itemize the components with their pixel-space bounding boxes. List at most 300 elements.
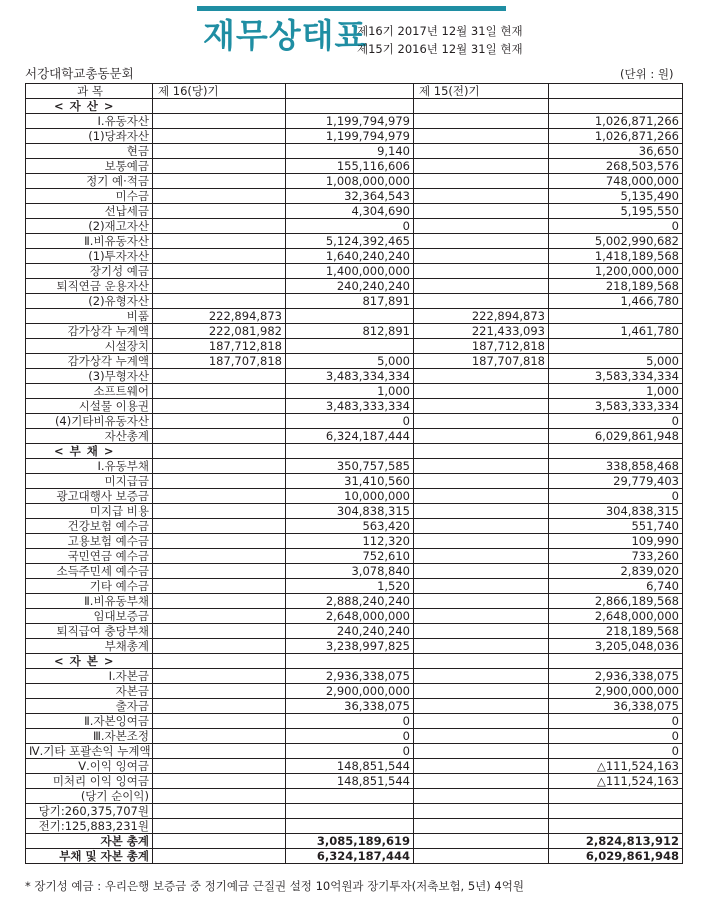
table-row (26, 174, 683, 189)
current-detail-value (153, 819, 286, 834)
prior-total-value: △111,524,163 (549, 774, 683, 789)
table-row (26, 129, 683, 144)
prior-total-value: 5,135,490 (549, 189, 683, 204)
current-total-value: 240,240,240 (286, 624, 414, 639)
table-row (26, 264, 683, 279)
prior-total-value: 1,461,780 (549, 324, 683, 339)
row-label: 출자금 (26, 699, 153, 714)
prior-detail-value (414, 249, 549, 264)
current-detail-value (153, 459, 286, 474)
prior-detail-value: 222,894,873 (414, 309, 549, 324)
current-total-value: 563,420 (286, 519, 414, 534)
prior-detail-value (414, 534, 549, 549)
row-label: 임대보증금 (26, 609, 153, 624)
prior-total-value: 1,200,000,000 (549, 264, 683, 279)
prior-total-value: 551,740 (549, 519, 683, 534)
current-detail-value (153, 474, 286, 489)
current-total-value (286, 309, 414, 324)
current-detail-value (153, 549, 286, 564)
current-detail-value (153, 384, 286, 399)
prior-total-value: 1,000 (549, 384, 683, 399)
current-total-value: 240,240,240 (286, 279, 414, 294)
prior-total-value (549, 339, 683, 354)
prior-detail-value (414, 489, 549, 504)
current-detail-value (153, 279, 286, 294)
row-label: Ⅱ.비유동자산 (26, 234, 153, 249)
prior-detail-value: 221,433,093 (414, 324, 549, 339)
prior-detail-value: 187,707,818 (414, 354, 549, 369)
table-row (26, 849, 683, 864)
prior-detail-value (414, 174, 549, 189)
current-total-value: 1,199,794,979 (286, 114, 414, 129)
row-label: (1)당좌자산 (26, 129, 153, 144)
prior-detail-value (414, 159, 549, 174)
current-detail-value (153, 204, 286, 219)
current-detail-value (153, 189, 286, 204)
prior-total-value: 0 (549, 744, 683, 759)
table-row (26, 189, 683, 204)
row-label: Ⅳ.기타 포괄손익 누계액 (26, 744, 153, 759)
prior-total-value: 3,583,333,334 (549, 399, 683, 414)
row-label: Ⅰ.자본금 (26, 669, 153, 684)
current-total-value: 3,483,333,334 (286, 399, 414, 414)
prior-total-value: 3,205,048,036 (549, 639, 683, 654)
current-total-value: 2,648,000,000 (286, 609, 414, 624)
prior-detail-value (414, 459, 549, 474)
table-row (26, 744, 683, 759)
current-total-value: 148,851,544 (286, 759, 414, 774)
prior-detail-value (414, 564, 549, 579)
prior-total-value: 2,824,813,912 (549, 834, 683, 849)
row-label: 소프트웨어 (26, 384, 153, 399)
row-label: Ⅱ.비유동부채 (26, 594, 153, 609)
table-row (26, 774, 683, 789)
current-detail-value: 222,081,982 (153, 324, 286, 339)
prior-total-value: 3,583,334,334 (549, 369, 683, 384)
current-detail-value (153, 744, 286, 759)
header-current-period: 제 16(당)기 (153, 84, 286, 99)
table-row (26, 219, 683, 234)
prior-detail-value (414, 219, 549, 234)
prior-detail-value (414, 774, 549, 789)
current-detail-value: 222,894,873 (153, 309, 286, 324)
table-row (26, 669, 683, 684)
prior-total-value (549, 819, 683, 834)
prior-total-value: 0 (549, 489, 683, 504)
table-row (26, 804, 683, 819)
current-detail-value (153, 219, 286, 234)
current-total-value: 32,364,543 (286, 189, 414, 204)
current-detail-value (153, 609, 286, 624)
prior-total-value: 733,260 (549, 549, 683, 564)
prior-total-value: 338,858,468 (549, 459, 683, 474)
current-total-value: 6,324,187,444 (286, 849, 414, 864)
current-total-value: 752,610 (286, 549, 414, 564)
prior-total-value: 1,026,871,266 (549, 114, 683, 129)
prior-detail-value (414, 294, 549, 309)
current-detail-value (153, 114, 286, 129)
current-detail-value (153, 534, 286, 549)
table-row (26, 594, 683, 609)
current-detail-value (153, 444, 286, 459)
prior-detail-value: 187,712,818 (414, 339, 549, 354)
prior-total-value: 2,839,020 (549, 564, 683, 579)
current-detail-value (153, 489, 286, 504)
prior-total-value: 748,000,000 (549, 174, 683, 189)
current-detail-value: 187,707,818 (153, 354, 286, 369)
current-total-value (286, 789, 414, 804)
current-total-value: 9,140 (286, 144, 414, 159)
prior-total-value (549, 804, 683, 819)
row-label: 광고대행사 보증금 (26, 489, 153, 504)
current-total-value: 1,199,794,979 (286, 129, 414, 144)
prior-total-value: △111,524,163 (549, 759, 683, 774)
current-detail-value (153, 564, 286, 579)
prior-total-value (549, 654, 683, 669)
row-label: 자본금 (26, 684, 153, 699)
prior-total-value: 6,029,861,948 (549, 429, 683, 444)
prior-detail-value (414, 639, 549, 654)
table-row (26, 564, 683, 579)
table-row (26, 414, 683, 429)
prior-detail-value (414, 504, 549, 519)
current-total-value: 5,000 (286, 354, 414, 369)
current-total-value: 0 (286, 744, 414, 759)
current-total-value: 3,078,840 (286, 564, 414, 579)
prior-total-value: 218,189,568 (549, 279, 683, 294)
prior-total-value: 5,000 (549, 354, 683, 369)
row-label: 부채총계 (26, 639, 153, 654)
current-total-value: 1,520 (286, 579, 414, 594)
row-label: Ⅱ.자본잉여금 (26, 714, 153, 729)
current-detail-value (153, 99, 286, 114)
prior-total-value: 0 (549, 729, 683, 744)
table-header-row (26, 84, 683, 99)
row-label: (2)재고자산 (26, 219, 153, 234)
table-row (26, 789, 683, 804)
row-label: 현금 (26, 144, 153, 159)
prior-detail-value (414, 624, 549, 639)
current-total-value: 3,238,997,825 (286, 639, 414, 654)
prior-detail-value (414, 519, 549, 534)
current-total-value: 36,338,075 (286, 699, 414, 714)
prior-detail-value (414, 729, 549, 744)
row-label: 고용보험 예수금 (26, 534, 153, 549)
prior-total-value: 2,900,000,000 (549, 684, 683, 699)
row-label: 미지급 비용 (26, 504, 153, 519)
row-label: 퇴직급여 충당부채 (26, 624, 153, 639)
row-label: Ⅰ.유동부채 (26, 459, 153, 474)
prior-total-value: 5,195,550 (549, 204, 683, 219)
prior-total-value: 5,002,990,682 (549, 234, 683, 249)
table-row (26, 834, 683, 849)
row-label: Ⅰ.유동자산 (26, 114, 153, 129)
prior-detail-value (414, 744, 549, 759)
current-detail-value (153, 144, 286, 159)
prior-total-value: 2,936,338,075 (549, 669, 683, 684)
section-row (26, 99, 683, 114)
title-accent-bar (197, 6, 506, 11)
prior-detail-value (414, 474, 549, 489)
footnote: * 장기성 예금 : 우리은행 보증금 중 정기예금 근질권 설정 10억원과 장기투자(저축보험, 5년) 4억원 (25, 879, 524, 893)
prior-detail-value (414, 144, 549, 159)
prior-detail-value (414, 444, 549, 459)
row-label: < 자 본 > (26, 654, 153, 669)
current-total-value: 4,304,690 (286, 204, 414, 219)
prior-total-value: 0 (549, 414, 683, 429)
row-label: 미수금 (26, 189, 153, 204)
current-detail-value (153, 699, 286, 714)
row-label: 시설장치 (26, 339, 153, 354)
current-total-value (286, 819, 414, 834)
prior-total-value (549, 99, 683, 114)
row-label: Ⅴ.이익 잉여금 (26, 759, 153, 774)
current-detail-value (153, 654, 286, 669)
prior-detail-value (414, 579, 549, 594)
current-total-value: 1,640,240,240 (286, 249, 414, 264)
row-label: Ⅲ.자본조정 (26, 729, 153, 744)
prior-total-value: 6,740 (549, 579, 683, 594)
table-row (26, 114, 683, 129)
current-total-value (286, 339, 414, 354)
current-detail-value (153, 414, 286, 429)
header-subject: 과 목 (26, 84, 153, 99)
current-detail-value (153, 639, 286, 654)
prior-detail-value (414, 549, 549, 564)
current-detail-value (153, 759, 286, 774)
prior-total-value: 1,026,871,266 (549, 129, 683, 144)
prior-detail-value (414, 114, 549, 129)
row-label: 미지급금 (26, 474, 153, 489)
prior-total-value: 36,338,075 (549, 699, 683, 714)
table-row (26, 369, 683, 384)
current-detail-value (153, 174, 286, 189)
table-row (26, 549, 683, 564)
row-label: 국민연금 예수금 (26, 549, 153, 564)
row-label: 기타 예수금 (26, 579, 153, 594)
table-row (26, 489, 683, 504)
row-label: < 자 산 > (26, 99, 153, 114)
table-row (26, 519, 683, 534)
current-total-value: 2,888,240,240 (286, 594, 414, 609)
prior-detail-value (414, 204, 549, 219)
current-total-value: 0 (286, 219, 414, 234)
current-detail-value (153, 789, 286, 804)
current-detail-value (153, 369, 286, 384)
prior-detail-value (414, 594, 549, 609)
table-row (26, 609, 683, 624)
prior-total-value: 109,990 (549, 534, 683, 549)
current-total-value: 1,000 (286, 384, 414, 399)
header-prior-blank (549, 84, 683, 99)
row-label: (3)무형자산 (26, 369, 153, 384)
table-row (26, 759, 683, 774)
current-total-value: 0 (286, 729, 414, 744)
current-total-value: 6,324,187,444 (286, 429, 414, 444)
current-total-value: 0 (286, 414, 414, 429)
current-detail-value (153, 804, 286, 819)
table-row (26, 279, 683, 294)
prior-total-value: 2,648,000,000 (549, 609, 683, 624)
current-total-value (286, 99, 414, 114)
prior-total-value: 1,466,780 (549, 294, 683, 309)
row-label: 퇴직연금 운용자산 (26, 279, 153, 294)
current-detail-value: 187,712,818 (153, 339, 286, 354)
current-detail-value (153, 669, 286, 684)
table-row (26, 639, 683, 654)
row-label: 당기:260,375,707원 (26, 804, 153, 819)
prior-detail-value (414, 654, 549, 669)
prior-detail-value (414, 369, 549, 384)
current-total-value: 350,757,585 (286, 459, 414, 474)
row-label: 비품 (26, 309, 153, 324)
prior-detail-value (414, 849, 549, 864)
prior-total-value: 29,779,403 (549, 474, 683, 489)
current-total-value: 2,900,000,000 (286, 684, 414, 699)
current-detail-value (153, 774, 286, 789)
prior-detail-value (414, 699, 549, 714)
current-detail-value (153, 429, 286, 444)
prior-detail-value (414, 264, 549, 279)
prior-detail-value (414, 234, 549, 249)
current-detail-value (153, 834, 286, 849)
current-detail-value (153, 729, 286, 744)
row-label: 시설물 이용권 (26, 399, 153, 414)
table-row (26, 249, 683, 264)
current-total-value: 304,838,315 (286, 504, 414, 519)
row-label: 정기 예·적금 (26, 174, 153, 189)
prior-detail-value (414, 384, 549, 399)
row-label: < 부 채 > (26, 444, 153, 459)
table-row (26, 459, 683, 474)
prior-total-value: 1,418,189,568 (549, 249, 683, 264)
row-label: (4)기타비유동자산 (26, 414, 153, 429)
prior-total-value: 268,503,576 (549, 159, 683, 174)
current-total-value: 112,320 (286, 534, 414, 549)
current-detail-value (153, 129, 286, 144)
row-label: (당기 순이익) (26, 789, 153, 804)
prior-detail-value (414, 189, 549, 204)
row-label: 자산총계 (26, 429, 153, 444)
prior-total-value: 218,189,568 (549, 624, 683, 639)
current-detail-value (153, 594, 286, 609)
page-title: 재무상태표 (203, 16, 368, 55)
table-row (26, 234, 683, 249)
current-total-value (286, 804, 414, 819)
row-label: 전기:125,883,231원 (26, 819, 153, 834)
prior-detail-value (414, 759, 549, 774)
table-row (26, 144, 683, 159)
prior-detail-value (414, 669, 549, 684)
prior-total-value: 0 (549, 219, 683, 234)
current-total-value: 817,891 (286, 294, 414, 309)
row-label: 자본 총계 (26, 834, 153, 849)
current-detail-value (153, 714, 286, 729)
row-label: (2)유형자산 (26, 294, 153, 309)
current-total-value: 5,124,392,465 (286, 234, 414, 249)
prior-detail-value (414, 399, 549, 414)
prior-detail-value (414, 99, 549, 114)
table-row (26, 534, 683, 549)
row-label: 장기성 예금 (26, 264, 153, 279)
prior-total-value: 0 (549, 714, 683, 729)
prior-detail-value (414, 819, 549, 834)
table-row (26, 204, 683, 219)
table-row (26, 399, 683, 414)
current-detail-value (153, 624, 286, 639)
current-total-value: 812,891 (286, 324, 414, 339)
current-detail-value (153, 504, 286, 519)
current-detail-value (153, 234, 286, 249)
current-total-value: 1,400,000,000 (286, 264, 414, 279)
table-row (26, 324, 683, 339)
prior-detail-value (414, 834, 549, 849)
prior-detail-value (414, 609, 549, 624)
prior-total-value (549, 789, 683, 804)
prior-detail-value (414, 684, 549, 699)
current-total-value: 3,085,189,619 (286, 834, 414, 849)
prior-total-value (549, 309, 683, 324)
current-total-value: 0 (286, 714, 414, 729)
prior-total-value: 304,838,315 (549, 504, 683, 519)
section-row (26, 444, 683, 459)
table-row (26, 159, 683, 174)
row-label: 감가상각 누계액 (26, 324, 153, 339)
organization-name: 서강대학교총동문회 (25, 66, 134, 81)
row-label: 감가상각 누계액 (26, 354, 153, 369)
current-detail-value (153, 249, 286, 264)
period-current: 제16기 2017년 12월 31일 현재 (357, 24, 523, 38)
current-detail-value (153, 519, 286, 534)
table-row (26, 714, 683, 729)
prior-detail-value (414, 429, 549, 444)
row-label: 선납세금 (26, 204, 153, 219)
prior-detail-value (414, 414, 549, 429)
prior-detail-value (414, 789, 549, 804)
prior-total-value: 2,866,189,568 (549, 594, 683, 609)
current-total-value: 3,483,334,334 (286, 369, 414, 384)
table-row (26, 684, 683, 699)
current-detail-value (153, 684, 286, 699)
header-current-blank (286, 84, 414, 99)
current-total-value: 1,008,000,000 (286, 174, 414, 189)
row-label: 미처리 이익 잉여금 (26, 774, 153, 789)
table-row (26, 699, 683, 714)
current-detail-value (153, 399, 286, 414)
current-total-value (286, 444, 414, 459)
table-row (26, 384, 683, 399)
prior-total-value: 6,029,861,948 (549, 849, 683, 864)
period-prior: 제15기 2016년 12월 31일 현재 (357, 42, 523, 56)
prior-detail-value (414, 804, 549, 819)
balance-sheet-table (25, 83, 683, 864)
prior-detail-value (414, 714, 549, 729)
table-row (26, 354, 683, 369)
current-total-value: 31,410,560 (286, 474, 414, 489)
table-row (26, 309, 683, 324)
header-prior-period: 제 15(전)기 (414, 84, 549, 99)
period-info (357, 22, 523, 58)
prior-total-value (549, 444, 683, 459)
section-row (26, 654, 683, 669)
table-row (26, 429, 683, 444)
table-row (26, 504, 683, 519)
current-total-value: 155,116,606 (286, 159, 414, 174)
current-total-value: 148,851,544 (286, 774, 414, 789)
current-detail-value (153, 579, 286, 594)
row-label: 건강보험 예수금 (26, 519, 153, 534)
current-total-value: 10,000,000 (286, 489, 414, 504)
